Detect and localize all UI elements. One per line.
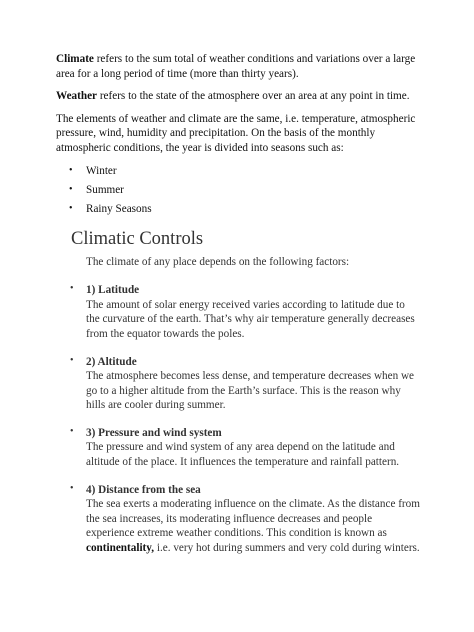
- weather-term: Weather: [56, 90, 98, 103]
- climate-definition-text: refers to the sum total of weather conditions and variations over a large area for a long period of time (more than thirty years).: [56, 53, 416, 80]
- factor-title: 3) Pressure and wind system: [86, 426, 222, 439]
- season-label: Rainy Seasons: [86, 202, 152, 215]
- bullet-icon: •: [70, 354, 74, 366]
- factor-body-text: i.e. very hot during summers and very cold during winters.: [154, 542, 420, 555]
- continentality-term: continentality,: [86, 542, 155, 555]
- seasons-list: [56, 164, 420, 217]
- factor-title: 2) Altitude: [86, 355, 137, 368]
- factor-title: 4) Distance from the sea: [86, 483, 201, 496]
- factor-body: The amount of solar energy received varies according to latitude due to the curvature of the earth. That’s why air temperature generally decreases from the equator towards the poles.: [86, 298, 415, 340]
- season-label: Summer: [86, 183, 124, 196]
- weather-definition-text: refers to the state of the atmosphere over an area at any point in time.: [97, 90, 410, 103]
- section-heading: Climatic Controls: [71, 228, 204, 249]
- bullet-icon: •: [69, 202, 73, 214]
- season-label: Winter: [86, 164, 117, 177]
- section-intro: The climate of any place depends on the following factors:: [86, 255, 350, 268]
- factors-list: [56, 283, 420, 556]
- factor-body-text: The sea exerts a moderating influence on the climate. As the distance from the sea increases, its moderating influence decreases and people experience extreme weather conditions. This condition is known as: [86, 498, 420, 540]
- climate-term: Climate: [56, 53, 94, 65]
- list-item: [56, 164, 420, 179]
- factor-body: [86, 497, 420, 555]
- document-page: [56, 52, 420, 569]
- elements-paragraph: The elements of weather and climate are the same, i.e. temperature, atmospheric pressure, wind, humidity and precipitation. On the basis of the monthly atmospheric conditions, the year is divided into seasons such as:: [56, 112, 416, 154]
- list-item: [56, 202, 420, 217]
- weather-definition: [56, 89, 420, 104]
- bullet-icon: •: [70, 425, 74, 437]
- list-item: [56, 183, 420, 198]
- bullet-icon: •: [69, 183, 73, 195]
- factor-body: The pressure and wind system of any area depend on the latitude and altitude of the place. It influences the temperature and rainfall pattern.: [86, 441, 400, 469]
- list-item: [56, 483, 420, 556]
- bullet-icon: •: [70, 482, 74, 494]
- factor-title: 1) Latitude: [86, 284, 140, 297]
- list-item: [56, 355, 420, 413]
- bullet-icon: •: [69, 164, 73, 176]
- list-item: [56, 426, 420, 470]
- climate-definition: [56, 52, 420, 81]
- factor-body: The atmosphere becomes less dense, and temperature decreases when we go to a higher altitude from the Earth’s surface. This is the reason why hills are cooler during summer.: [86, 370, 415, 412]
- list-item: [56, 283, 420, 341]
- bullet-icon: •: [70, 283, 74, 295]
